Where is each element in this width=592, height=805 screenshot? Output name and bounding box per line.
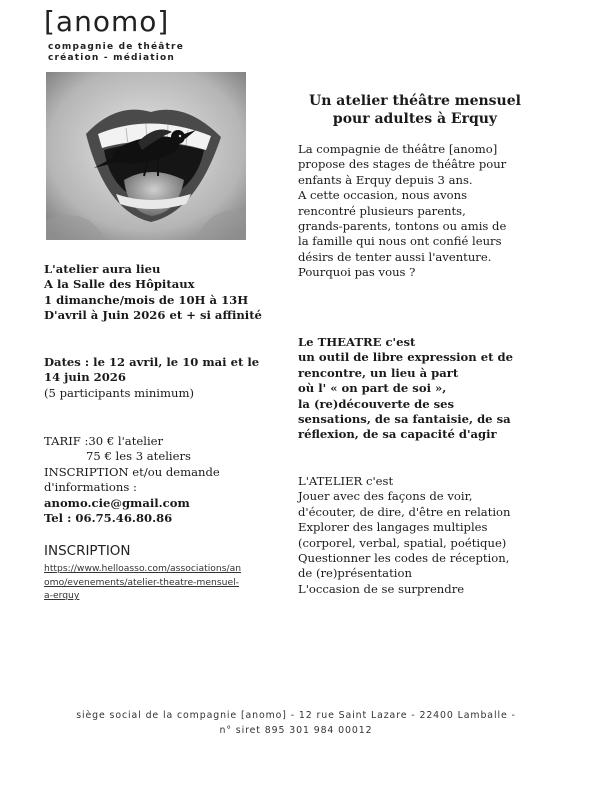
price-bundle: 75 € les 3 ateliers xyxy=(86,449,191,464)
atelier-line: d'écouter, de dire, d'être en relation xyxy=(298,504,511,519)
price-single: TARIF :30 € l'atelier xyxy=(44,434,164,448)
tagline-line: création - médiation xyxy=(48,53,175,63)
dates-line: 14 juin 2026 xyxy=(44,370,126,385)
link-line[interactable]: a-erquy xyxy=(44,590,80,602)
company-tagline xyxy=(48,42,184,64)
venue-line: L'atelier aura lieu xyxy=(44,262,161,276)
title-line: Un atelier théâtre mensuel xyxy=(309,93,521,109)
atelier-line: L'occasion de se surprendre xyxy=(298,581,465,596)
intro-line: la famille qui nous ont confié leurs xyxy=(298,234,502,249)
intro-line: désirs de tenter aussi l'aventure. xyxy=(298,249,492,264)
atelier-line: Jouer avec des façons de voir, xyxy=(298,489,473,504)
venue-line: 1 dimanche/mois de 10H à 13H xyxy=(44,292,249,307)
intro-line: enfants à Erquy depuis 3 ans. xyxy=(298,172,473,187)
atelier-line: L'ATELIER c'est xyxy=(298,474,394,488)
intro-line: grands-parents, tontons ou amis de xyxy=(298,219,507,234)
venue-line: A la Salle des Hôpitaux xyxy=(44,277,195,292)
intro-line: La compagnie de théâtre [anomo] xyxy=(298,142,498,156)
link-line[interactable]: https://www.helloasso.com/associations/an xyxy=(44,563,242,574)
theatre-line: la (re)découverte de ses xyxy=(298,396,455,411)
event-title xyxy=(300,92,530,128)
theatre-line: un outil de libre expression et de xyxy=(298,350,513,365)
theatre-line: rencontre, un lieu à part xyxy=(298,365,459,380)
atelier-line: (corporel, verbal, spatial, poétique) xyxy=(298,535,507,550)
session-dates xyxy=(44,355,284,401)
mouth-bird-photo xyxy=(46,72,246,240)
theatre-line: Le THEATRE c'est xyxy=(298,335,416,349)
information-label: d'informations : xyxy=(44,480,137,495)
theatre-line: réflexion, de sa capacité d'agir xyxy=(298,427,497,442)
intro-line: propose des stages de théâtre pour xyxy=(298,157,507,172)
intro-line: Pourquoi pas vous ? xyxy=(298,265,416,280)
intro-line: A cette occasion, nous avons xyxy=(298,188,468,203)
footer-address xyxy=(0,708,592,738)
mouth-bird-illustration xyxy=(46,72,246,240)
intro-line: rencontré plusieurs parents, xyxy=(298,203,466,218)
contact-phone[interactable]: Tel : 06.75.46.80.86 xyxy=(44,511,173,526)
dates-line: Dates : le 12 avril, le 10 mai et le xyxy=(44,355,260,369)
inscription-link[interactable] xyxy=(44,562,264,603)
atelier-line: de (re)présentation xyxy=(298,566,412,581)
inscription-request: INSCRIPTION et/ou demande xyxy=(44,464,220,479)
company-logo: [anomo] xyxy=(44,5,170,38)
pricing-contact xyxy=(44,434,284,526)
theatre-line: sensations, de sa fantaisie, de sa xyxy=(298,412,511,427)
contact-email[interactable]: anomo.cie@gmail.com xyxy=(44,495,190,510)
inscription-heading: INSCRIPTION xyxy=(44,543,131,559)
participants-note: (5 participants minimum) xyxy=(44,385,194,400)
theatre-definition xyxy=(298,335,548,443)
atelier-definition xyxy=(298,474,548,597)
title-line: pour adultes à Erquy xyxy=(332,111,498,127)
atelier-line: Explorer des langages multiples xyxy=(298,520,488,535)
tagline-line: compagnie de théâtre xyxy=(48,42,184,52)
venue-schedule xyxy=(44,262,284,324)
intro-paragraph xyxy=(298,142,548,281)
atelier-line: Questionner les codes de réception, xyxy=(298,551,510,566)
theatre-line: où l' « on part de soi », xyxy=(298,381,447,396)
footer-line: n° siret 895 301 984 00012 xyxy=(219,725,373,736)
venue-line: D'avril à Juin 2026 et + si affinité xyxy=(44,308,262,323)
footer-line: siège social de la compagnie [anomo] - 12 rue Saint Lazare - 22400 Lamballe - xyxy=(76,710,516,721)
link-line[interactable]: omo/evenements/atelier-theatre-mensuel- xyxy=(44,576,239,588)
